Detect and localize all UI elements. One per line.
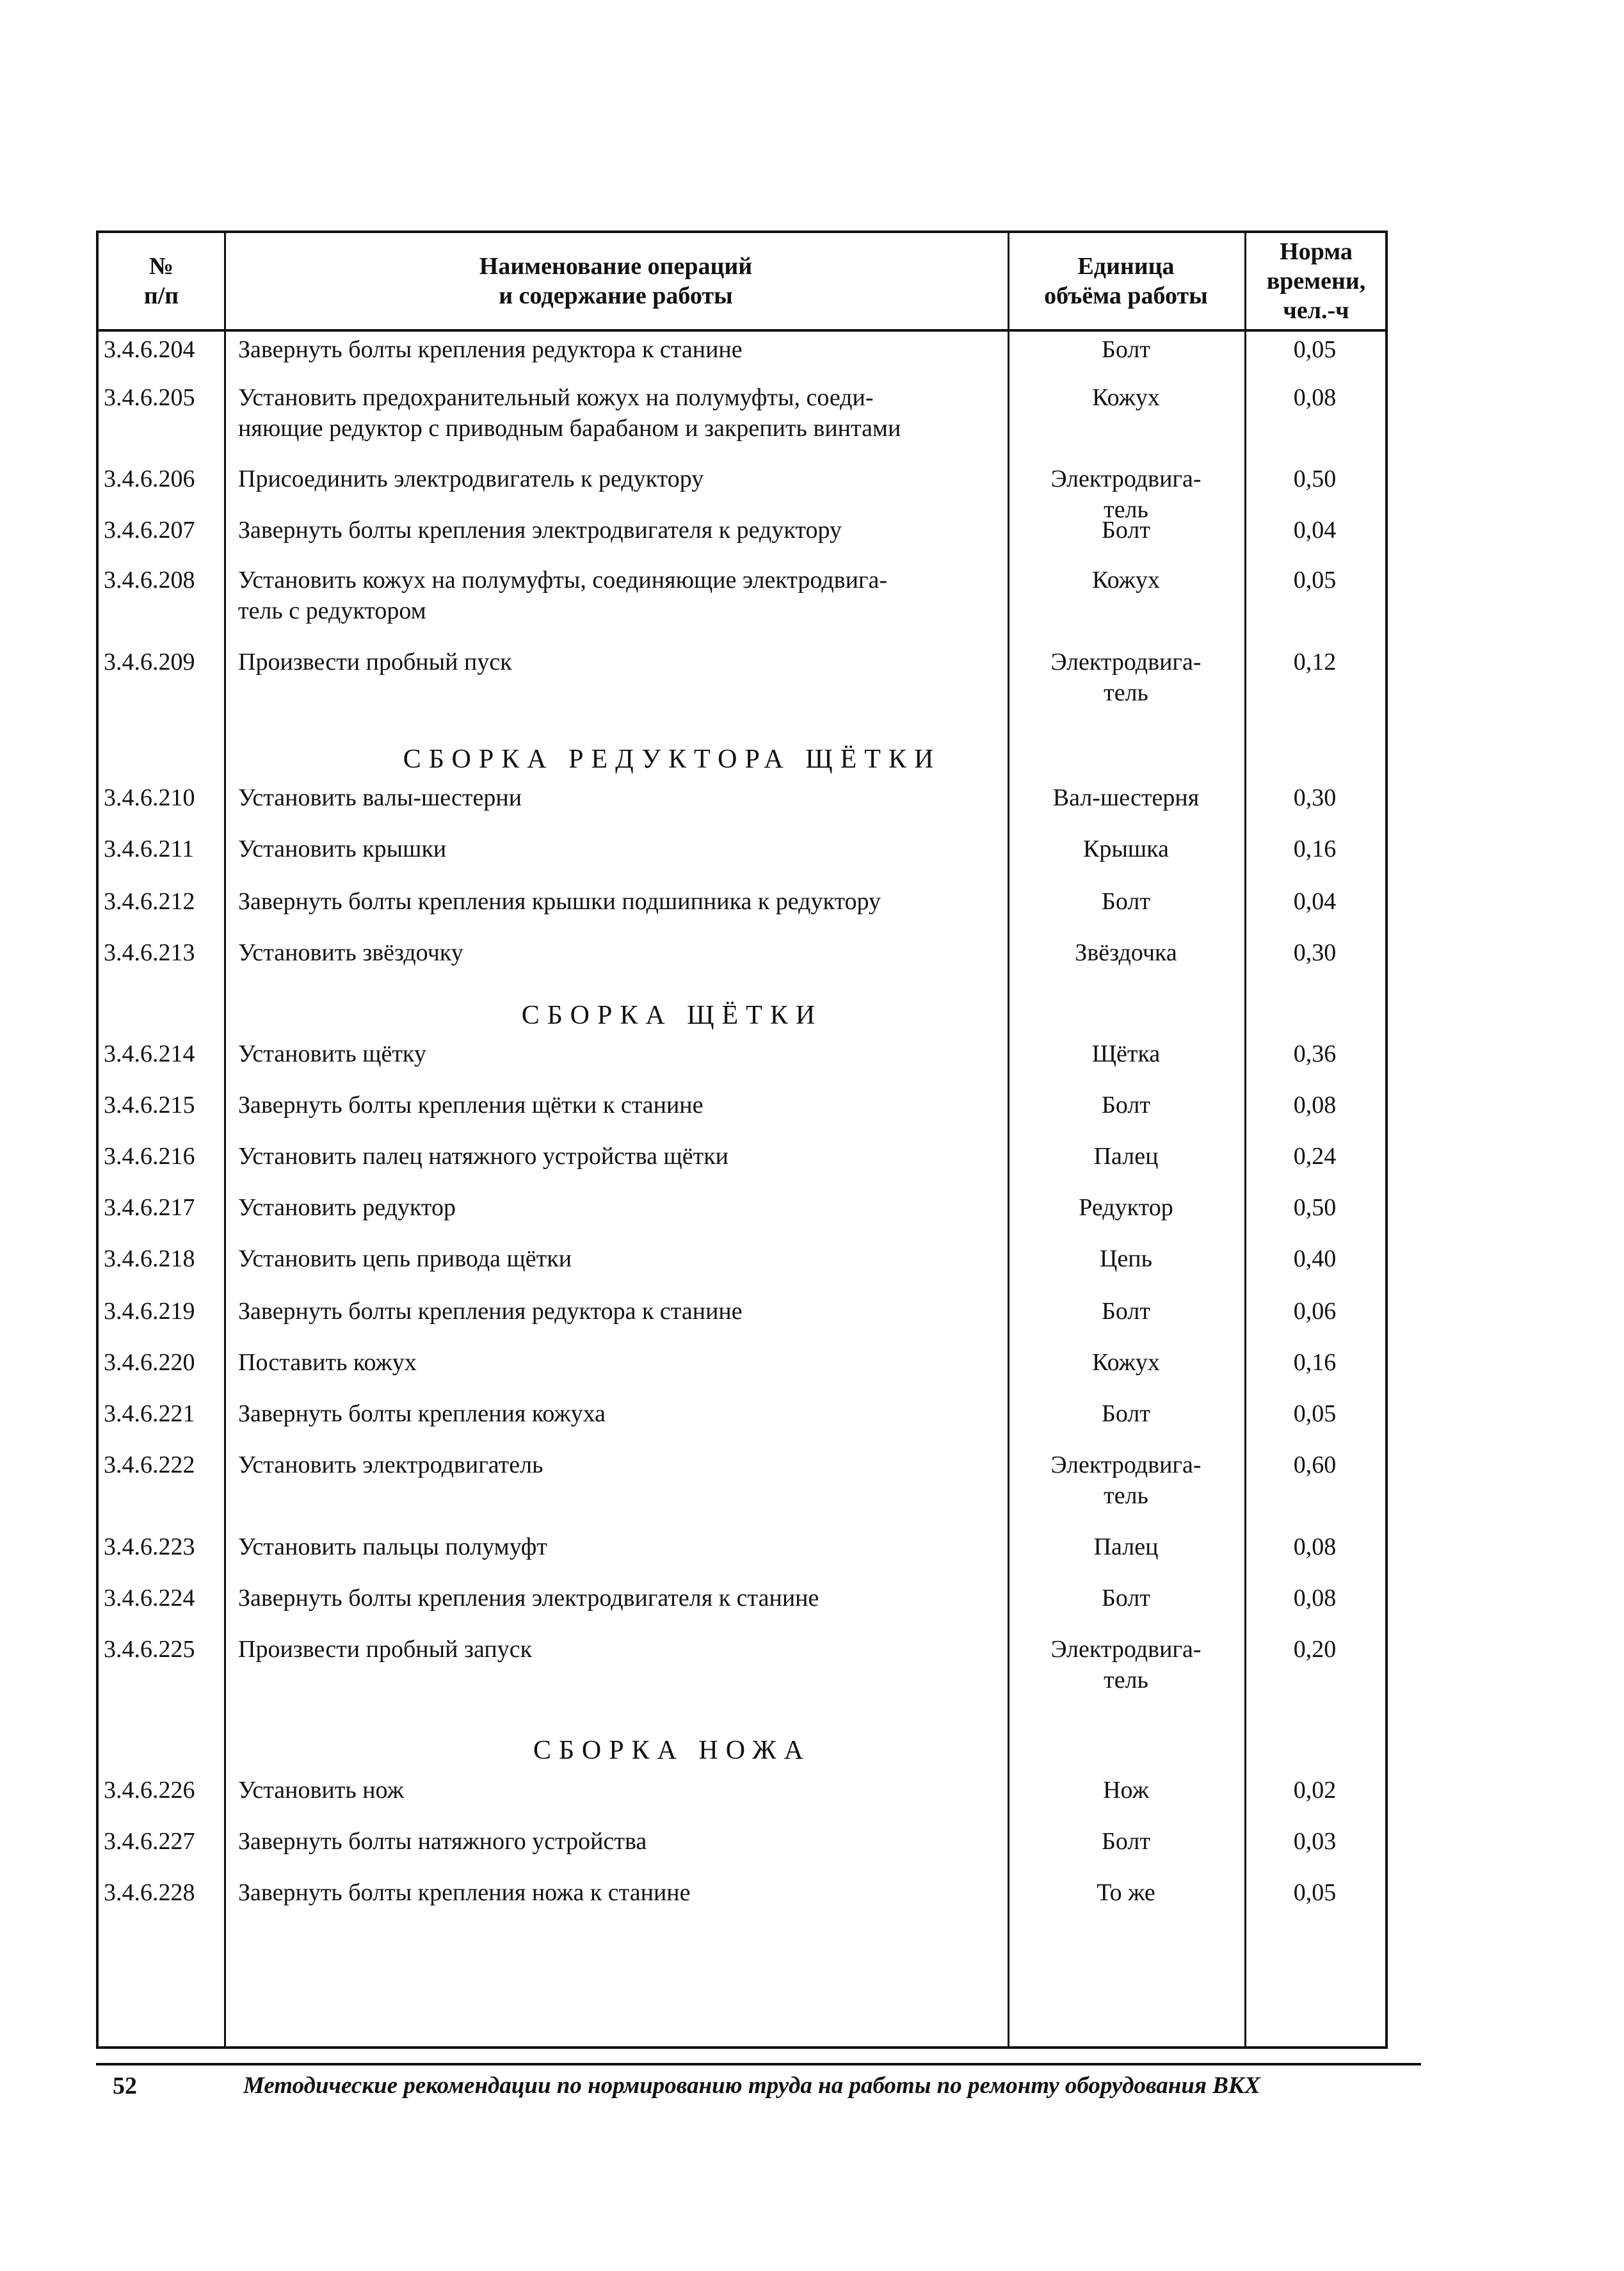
operation-name-line: Произвести пробный пуск <box>238 649 512 675</box>
row-number: 3.4.6.224 <box>104 1585 195 1612</box>
page-number: 52 <box>113 2073 137 2099</box>
work-unit <box>1008 1775 1244 1806</box>
work-unit-line: Нож <box>1103 1777 1149 1804</box>
work-unit-line: Вал-шестерня <box>1052 784 1200 811</box>
work-unit <box>1008 1877 1244 1908</box>
header-name <box>224 233 1008 329</box>
row-number: 3.4.6.205 <box>104 384 195 411</box>
work-unit-line: Электродвига- <box>1050 465 1202 492</box>
operation-name-line: Установить электродвигатель <box>238 1451 543 1478</box>
operation-name <box>238 834 1019 864</box>
header-unit-line1: Единица <box>1077 253 1175 280</box>
header-num-line1: № <box>149 253 174 280</box>
row-number: 3.4.6.216 <box>104 1143 195 1170</box>
operation-name-line: Установить цепь привода щётки <box>238 1245 572 1272</box>
row-number: 3.4.6.213 <box>104 939 195 966</box>
work-unit <box>1008 1347 1244 1378</box>
operation-name-line: Поставить кожух <box>238 1349 417 1376</box>
operation-name <box>238 1398 1019 1429</box>
time-norm: 0,08 <box>1293 1092 1337 1119</box>
work-unit <box>1008 1450 1244 1511</box>
operation-name-line: Установить кожух на полумуфты, соединяющие электродвига- <box>238 567 888 594</box>
work-unit-line: Кожух <box>1092 384 1160 411</box>
operation-name-line: Установить нож <box>238 1777 404 1804</box>
time-norm: 0,08 <box>1293 1585 1337 1612</box>
work-unit-line: Звёздочка <box>1075 939 1177 966</box>
row-number: 3.4.6.209 <box>104 649 195 675</box>
operation-name-line: Завернуть болты крепления редуктора к станине <box>238 336 743 363</box>
work-unit-line: Кожух <box>1092 567 1160 594</box>
row-number: 3.4.6.225 <box>104 1636 195 1663</box>
work-unit <box>1008 782 1244 813</box>
row-number: 3.4.6.215 <box>104 1092 195 1119</box>
operation-name-line: Установить редуктор <box>238 1194 456 1221</box>
operation-name-line: Завернуть болты натяжного устройства <box>238 1828 647 1855</box>
operation-name-line: Завернуть болты крепления крышки подшипника к редуктору <box>238 888 881 915</box>
footer-title: Методические рекомендации по нормированию труда на работы по ремонту оборудования ВКХ <box>243 2073 1260 2099</box>
operation-name-line: Установить пальцы полумуфт <box>238 1533 548 1560</box>
operation-name <box>238 1243 1019 1274</box>
work-unit-line: Болт <box>1102 1400 1150 1427</box>
work-unit-line: тель <box>1104 1482 1148 1509</box>
operation-name-line: Завернуть болты крепления редуктора к станине <box>238 1298 743 1325</box>
operation-name-line: Установить палец натяжного устройства щётки <box>238 1143 729 1170</box>
operation-name <box>238 1583 1019 1613</box>
work-unit <box>1008 886 1244 917</box>
operation-name <box>238 464 1019 494</box>
operation-name <box>238 1877 1019 1908</box>
section-title: СБОРКА НОЖА <box>533 1736 811 1765</box>
work-unit <box>1008 515 1244 546</box>
row-number: 3.4.6.204 <box>104 336 195 363</box>
work-unit-line: Болт <box>1102 1298 1150 1325</box>
time-norm: 0,50 <box>1293 1194 1337 1221</box>
time-norm: 0,04 <box>1293 888 1337 915</box>
header-norm-line2: времени, <box>1266 268 1366 295</box>
work-unit <box>1008 937 1244 968</box>
work-unit <box>1008 1296 1244 1327</box>
work-unit-line: Болт <box>1102 1092 1150 1119</box>
work-unit <box>1008 1583 1244 1613</box>
work-unit <box>1008 1039 1244 1069</box>
operation-name <box>238 334 1019 365</box>
row-number: 3.4.6.226 <box>104 1777 195 1804</box>
row-number: 3.4.6.212 <box>104 888 195 915</box>
header-name-line2: и содержание работы <box>499 282 733 309</box>
time-norm: 0,02 <box>1293 1777 1337 1804</box>
operation-name-line: Завернуть болты крепления электродвигателя к станине <box>238 1585 819 1612</box>
work-unit-line: Электродвига- <box>1050 649 1202 675</box>
operation-name <box>238 565 1019 626</box>
operation-name-line: Завернуть болты крепления щётки к станине <box>238 1092 703 1119</box>
time-norm: 0,16 <box>1293 836 1337 862</box>
time-norm: 0,36 <box>1293 1040 1337 1067</box>
operation-name <box>238 1532 1019 1562</box>
work-unit <box>1008 647 1244 708</box>
work-unit <box>1008 1826 1244 1857</box>
work-unit-line: тель <box>1104 496 1148 523</box>
work-unit-line: Болт <box>1102 336 1150 363</box>
operation-name-line: Установить щётку <box>238 1040 426 1067</box>
row-number: 3.4.6.222 <box>104 1451 195 1478</box>
work-unit-line: Цепь <box>1100 1245 1152 1272</box>
header-unit <box>1008 233 1244 329</box>
row-number: 3.4.6.218 <box>104 1245 195 1272</box>
operation-name-line: Установить звёздочку <box>238 939 463 966</box>
work-unit-line: тель <box>1104 679 1148 706</box>
time-norm: 0,03 <box>1293 1828 1337 1855</box>
row-number: 3.4.6.220 <box>104 1349 195 1376</box>
row-number: 3.4.6.210 <box>104 784 195 811</box>
work-unit-line: Электродвига- <box>1050 1451 1202 1478</box>
operation-name-line: Завернуть болты крепления кожуха <box>238 1400 606 1427</box>
work-unit <box>1008 1634 1244 1695</box>
operation-name <box>238 1634 1019 1665</box>
time-norm: 0,60 <box>1293 1451 1337 1478</box>
row-number: 3.4.6.223 <box>104 1533 195 1560</box>
operation-name <box>238 886 1019 917</box>
operation-name <box>238 1347 1019 1378</box>
time-norm: 0,12 <box>1293 649 1337 675</box>
work-unit-line: Крышка <box>1083 836 1169 862</box>
time-norm: 0,05 <box>1293 1400 1337 1427</box>
row-number: 3.4.6.208 <box>104 567 195 594</box>
time-norm: 0,06 <box>1293 1298 1337 1325</box>
operation-name <box>238 1039 1019 1069</box>
work-unit-line: Редуктор <box>1079 1194 1173 1221</box>
operation-name <box>238 647 1019 677</box>
operation-name-line: няющие редуктор с приводным барабаном и закрепить винтами <box>238 415 901 442</box>
work-unit <box>1008 1141 1244 1172</box>
time-norm: 0,05 <box>1293 1879 1337 1906</box>
row-number: 3.4.6.217 <box>104 1194 195 1221</box>
work-unit <box>1008 382 1244 413</box>
operation-name <box>238 382 1019 444</box>
header-num <box>99 233 224 329</box>
norms-table <box>96 230 1388 2049</box>
work-unit <box>1008 1398 1244 1429</box>
time-norm: 0,30 <box>1293 784 1337 811</box>
operation-name <box>238 937 1019 968</box>
header-norm <box>1244 233 1388 329</box>
work-unit-line: Болт <box>1102 1828 1150 1855</box>
time-norm: 0,04 <box>1293 517 1337 544</box>
operation-name <box>238 1450 1019 1480</box>
operation-name-line: Установить предохранительный кожух на полумуфты, соеди- <box>238 384 874 411</box>
column-divider <box>224 233 226 2046</box>
header-unit-line2: объёма работы <box>1044 282 1208 309</box>
time-norm: 0,08 <box>1293 384 1337 411</box>
operation-name-line: Установить валы-шестерни <box>238 784 522 811</box>
operation-name <box>238 515 1019 546</box>
row-number: 3.4.6.211 <box>104 836 195 862</box>
time-norm: 0,50 <box>1293 465 1337 492</box>
time-norm: 0,05 <box>1293 336 1337 363</box>
time-norm: 0,05 <box>1293 567 1337 594</box>
operation-name <box>238 1192 1019 1223</box>
operation-name <box>238 1141 1019 1172</box>
work-unit-line: Кожух <box>1092 1349 1160 1376</box>
time-norm: 0,30 <box>1293 939 1337 966</box>
work-unit-line: Болт <box>1102 1585 1150 1612</box>
work-unit-line: Палец <box>1093 1533 1159 1560</box>
work-unit-line: То же <box>1097 1879 1155 1906</box>
table-header <box>99 233 1385 332</box>
work-unit <box>1008 565 1244 595</box>
work-unit-line: Болт <box>1102 888 1150 915</box>
work-unit-line: тель <box>1104 1667 1148 1693</box>
row-number: 3.4.6.207 <box>104 517 195 544</box>
work-unit <box>1008 1532 1244 1562</box>
operation-name <box>238 1296 1019 1327</box>
row-number: 3.4.6.228 <box>104 1879 195 1906</box>
operation-name-line: Установить крышки <box>238 836 447 862</box>
operation-name <box>238 782 1019 813</box>
time-norm: 0,40 <box>1293 1245 1337 1272</box>
time-norm: 0,24 <box>1293 1143 1337 1170</box>
header-norm-line3: чел.-ч <box>1283 297 1349 324</box>
row-number: 3.4.6.214 <box>104 1040 195 1067</box>
operation-name <box>238 1775 1019 1806</box>
work-unit-line: Электродвига- <box>1050 1636 1202 1663</box>
operation-name-line: Завернуть болты крепления ножа к станине <box>238 1879 691 1906</box>
work-unit-line: Щётка <box>1091 1040 1161 1067</box>
operation-name-line: Присоединить электродвигатель к редуктору <box>238 465 704 492</box>
header-name-line1: Наименование операций <box>479 253 753 280</box>
operation-name <box>238 1826 1019 1857</box>
work-unit <box>1008 334 1244 365</box>
time-norm: 0,16 <box>1293 1349 1337 1376</box>
header-norm-line1: Норма <box>1280 238 1353 265</box>
work-unit <box>1008 1192 1244 1223</box>
time-norm: 0,20 <box>1293 1636 1337 1663</box>
operation-name-line: тель с редуктором <box>238 597 426 624</box>
work-unit-line: Болт <box>1102 517 1150 544</box>
time-norm: 0,08 <box>1293 1533 1337 1560</box>
work-unit <box>1008 1090 1244 1120</box>
work-unit <box>1008 834 1244 864</box>
work-unit-line: Палец <box>1093 1143 1159 1170</box>
operation-name-line: Завернуть болты крепления электродвигателя к редуктору <box>238 517 842 544</box>
footer-divider <box>96 2063 1421 2065</box>
row-number: 3.4.6.219 <box>104 1298 195 1325</box>
section-title: СБОРКА ЩЁТКИ <box>521 1001 823 1030</box>
work-unit <box>1008 1243 1244 1274</box>
section-title: СБОРКА РЕДУКТОРА ЩЁТКИ <box>403 745 942 774</box>
row-number: 3.4.6.206 <box>104 465 195 492</box>
operation-name <box>238 1090 1019 1120</box>
row-number: 3.4.6.221 <box>104 1400 195 1427</box>
operation-name-line: Произвести пробный запуск <box>238 1636 533 1663</box>
header-num-line2: п/п <box>143 282 179 309</box>
row-number: 3.4.6.227 <box>104 1828 195 1855</box>
